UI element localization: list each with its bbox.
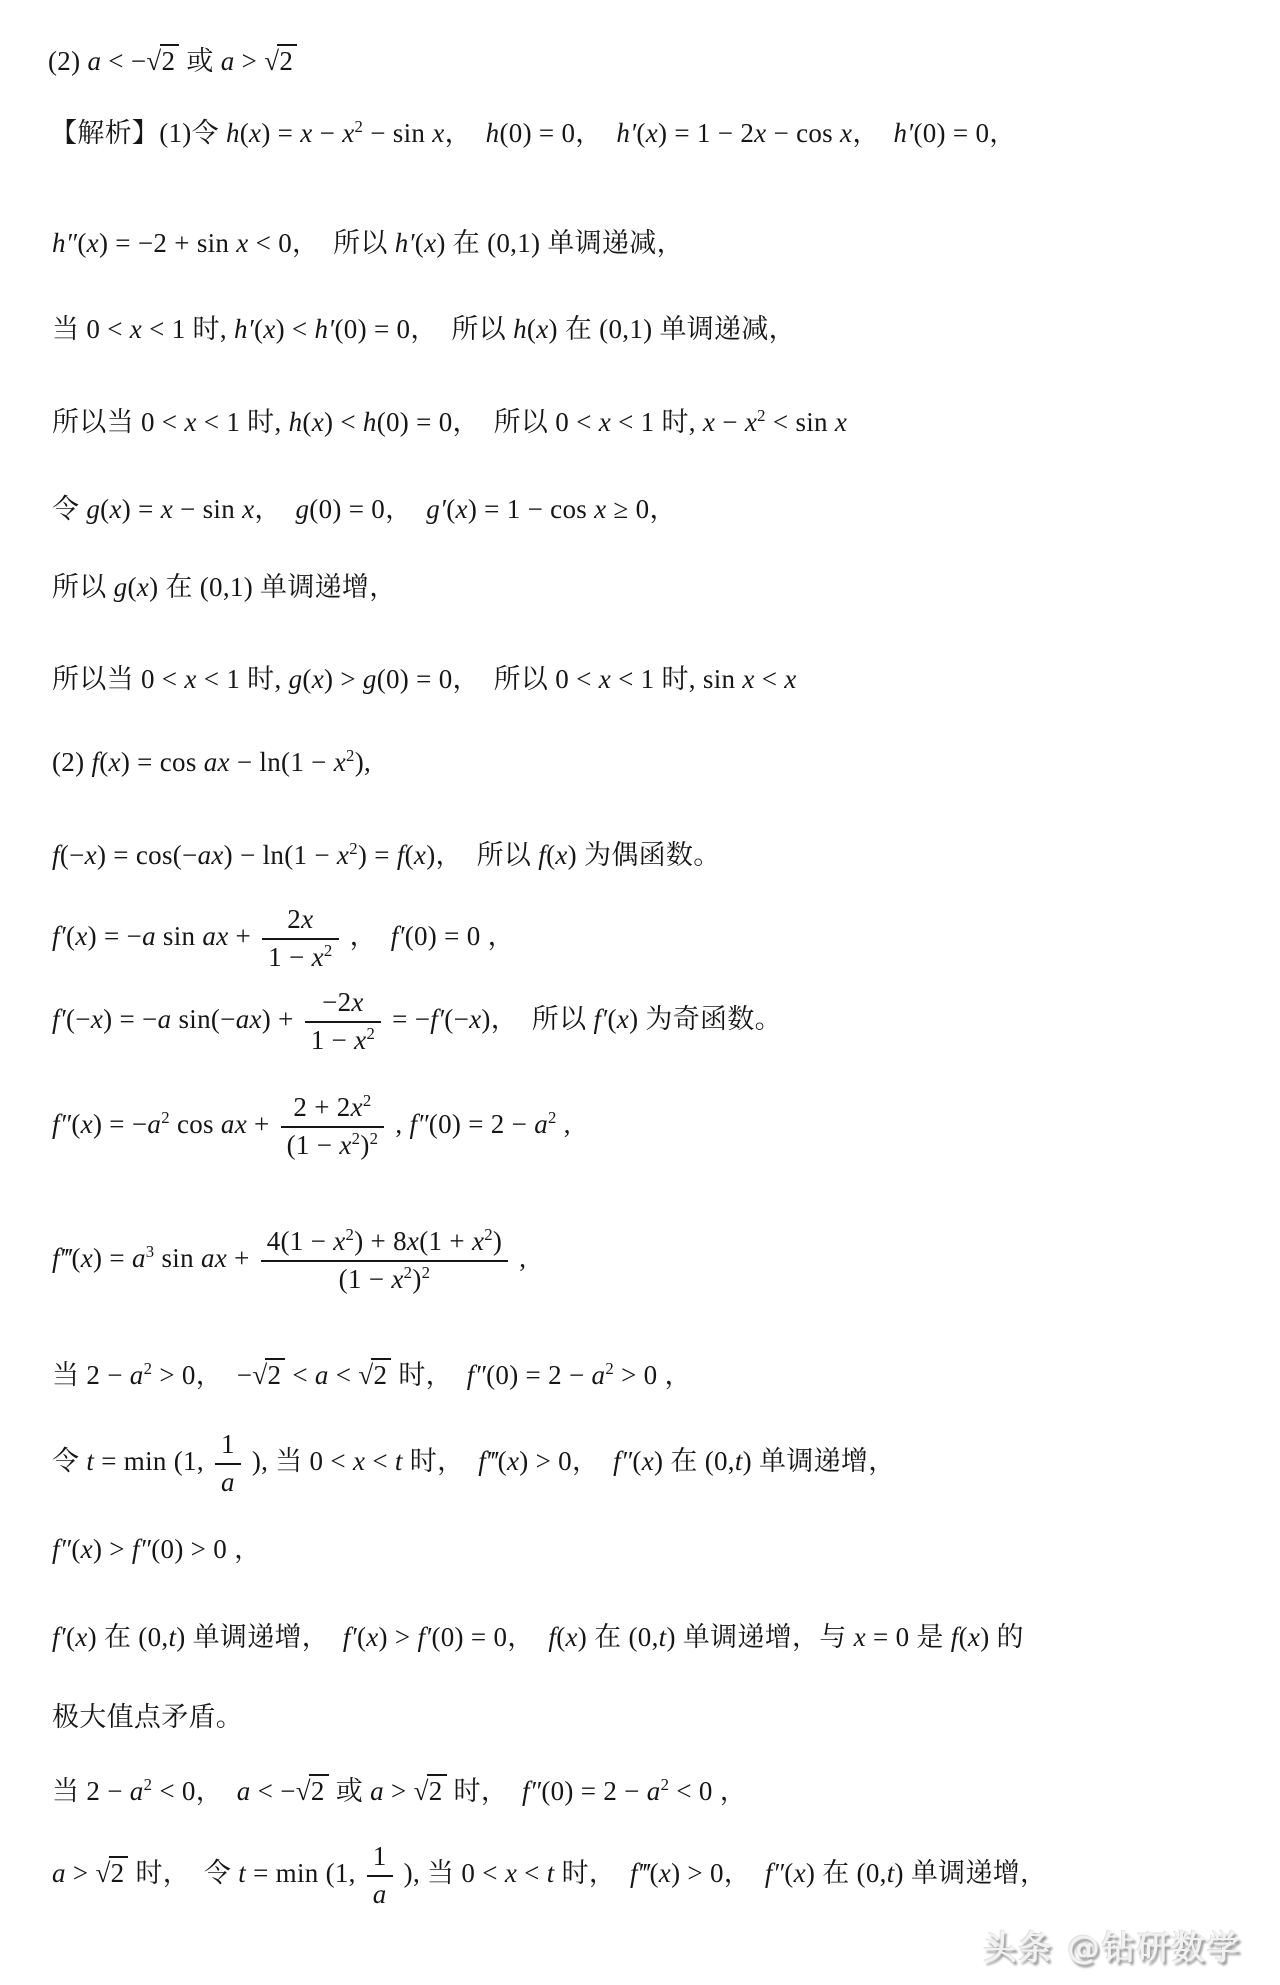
math-variable: a xyxy=(131,1242,146,1273)
math-line-1: (2) a < −√2 或 a > √2 xyxy=(48,44,297,79)
math-variable: x xyxy=(354,1024,367,1055)
math-variable: ax xyxy=(197,840,224,870)
radicand: 2 xyxy=(265,1358,285,1389)
math-line-18: f′(x) 在 (0,t) 单调递增， f′(x) > f′(0) = 0， f(x) 在 (0,t) 单调递增，与 x = 0 是 f(x) 的 xyxy=(52,1622,1024,1652)
math-variable: t xyxy=(394,1445,403,1476)
radical-sign-icon: √ xyxy=(95,1857,111,1888)
math-variable: h′ xyxy=(893,118,914,148)
math-superscript: 2 xyxy=(346,746,355,765)
math-line-13: $f''(x) = -a^2$ cos ax + $\frac{2 + 2x^2}{(1 - x^2)^2}$ , $f''(0) = 2 - a^2$ , xyxy=(52,1091,571,1160)
math-superscript: 3 xyxy=(145,1241,155,1261)
math-variable: x xyxy=(75,920,88,951)
math-variable: x xyxy=(311,941,324,972)
math-variable: f″ xyxy=(764,1857,785,1888)
math-variable: x xyxy=(793,1857,806,1888)
math-variable: x xyxy=(129,314,143,344)
math-superscript: 2 xyxy=(349,839,358,858)
radicand: 2 xyxy=(109,1856,129,1887)
math-variable: h xyxy=(362,407,377,437)
radical-sign-icon: √ xyxy=(146,46,162,76)
math-variable: f‴ xyxy=(52,1242,72,1273)
math-variable: x xyxy=(160,494,173,524)
math-variable: f″ xyxy=(52,1534,72,1564)
math-variable: x xyxy=(784,664,797,694)
math-variable: f″ xyxy=(466,1360,487,1390)
math-variable: x xyxy=(598,664,612,694)
math-variable: h xyxy=(485,118,500,148)
math-variable: h′ xyxy=(616,118,637,148)
watermark: 头条 @钻研数学 xyxy=(983,1928,1242,1967)
math-variable: x xyxy=(432,118,445,148)
math-line-20: 当 $2 - a^2 < 0$， a < −√2 或 a > √2 时， $f''(0) = 2 - a^2 < 0$ ， xyxy=(52,1774,747,1809)
math-superscript: 2 xyxy=(548,1107,557,1127)
math-variable: x xyxy=(311,407,324,437)
math-variable: x xyxy=(184,664,197,694)
math-variable: x xyxy=(350,1092,363,1122)
math-variable: x xyxy=(506,1445,520,1476)
math-variable: g xyxy=(295,494,310,524)
math-variable: g′ xyxy=(426,494,447,524)
math-variable: h″ xyxy=(52,228,78,258)
radical-sign-icon: √ xyxy=(295,1776,311,1806)
math-variable: f xyxy=(548,1622,557,1652)
math-radical xyxy=(414,1774,447,1809)
math-radical xyxy=(252,1358,285,1393)
math-variable: x xyxy=(658,1857,672,1888)
math-variable: x xyxy=(840,118,853,148)
math-superscript: 2 xyxy=(605,1359,615,1378)
math-variable: a xyxy=(370,1776,384,1806)
math-variable: x xyxy=(834,407,848,437)
math-superscript: 2 xyxy=(484,1225,493,1244)
math-superscript: 2 xyxy=(369,1128,379,1148)
math-variable: x xyxy=(594,494,607,524)
math-superscript: 2 xyxy=(366,1023,376,1043)
math-variable: x xyxy=(184,407,197,437)
math-variable: f xyxy=(950,1622,959,1652)
math-variable: x xyxy=(469,1003,482,1034)
math-variable: x xyxy=(342,118,355,148)
math-variable: x xyxy=(300,118,313,148)
math-variable: x xyxy=(90,1003,104,1034)
math-superscript: 2 xyxy=(362,1091,372,1110)
math-variable: f″ xyxy=(521,1776,542,1806)
math-variable: x xyxy=(352,1445,366,1476)
math-variable: f″ xyxy=(52,1108,72,1139)
math-superscript: 2 xyxy=(143,1775,153,1794)
math-variable: t xyxy=(168,1622,177,1652)
math-variable: x xyxy=(333,747,347,777)
math-radical xyxy=(358,1358,391,1393)
math-fraction: $\frac{1}{a}$ xyxy=(367,1842,393,1909)
math-line-7: 所以 g(x) 在 (0,1) 单调递增， xyxy=(52,572,397,602)
math-variable: x xyxy=(336,840,350,870)
math-variable: f″ xyxy=(409,1108,429,1139)
math-variable: h xyxy=(225,118,240,148)
math-variable: f‴ xyxy=(478,1445,498,1476)
math-variable: x xyxy=(391,1263,404,1294)
math-variable: x xyxy=(80,1108,93,1139)
math-variable: ax xyxy=(203,747,230,777)
math-variable: x xyxy=(702,407,716,437)
math-variable: f xyxy=(52,840,60,870)
math-variable: x xyxy=(744,407,758,437)
math-variable: ax xyxy=(220,1108,247,1139)
math-line-14: f‴(x) = $a^3$ sin ax + $\frac{4(1 - x^2) + 8x(1 + x^2)}{(1 - x^2)^2}$ , xyxy=(52,1225,527,1294)
math-variable: x xyxy=(263,314,276,344)
math-superscript: 2 xyxy=(354,117,364,136)
math-variable: x xyxy=(80,1242,94,1273)
math-line-2: 【解析】(1)令 $h(x) = x - x^2 - \sin x$， h(0) = 0， h′(x) = 1 − 2x − cos x， h′(0) = 0， xyxy=(50,117,1017,148)
math-variable: x xyxy=(301,904,314,934)
math-line-8: 所以当 0 < x < 1 时, g(x) > g(0) = 0， 所以 0 < x < 1 时, sin x < x xyxy=(52,664,797,694)
math-variable: a xyxy=(314,1360,329,1390)
math-superscript: 2 xyxy=(143,1359,153,1378)
math-variable: a xyxy=(87,46,102,76)
math-variable: x xyxy=(754,118,767,148)
math-fraction: $\frac{1}{a}$ xyxy=(215,1430,241,1497)
math-variable: f′ xyxy=(342,1622,357,1652)
radicand: 2 xyxy=(277,44,297,75)
math-variable: a xyxy=(236,1776,251,1806)
math-variable: f′ xyxy=(417,1622,432,1652)
math-variable: a xyxy=(646,1776,661,1806)
math-variable: x xyxy=(641,1445,655,1476)
math-variable: h′ xyxy=(233,314,254,344)
math-superscript: 2 xyxy=(323,940,333,960)
math-variable: x xyxy=(555,840,568,870)
radicand: 2 xyxy=(309,1774,329,1805)
math-variable: x xyxy=(109,494,122,524)
math-variable: x xyxy=(351,987,364,1017)
math-radical xyxy=(264,44,297,79)
math-variable: x xyxy=(366,1622,379,1652)
math-line-16: 令 t = min (1, $\frac{1}{a}$ ), 当 0 < x < t 时， f‴(x) > 0， f″(x) 在 (0,t) 单调递增， xyxy=(52,1429,896,1497)
math-variable: t xyxy=(86,1445,95,1476)
math-variable: x xyxy=(616,1003,630,1034)
radical-sign-icon: √ xyxy=(413,1776,429,1806)
math-variable: x xyxy=(84,840,97,870)
math-variable: x xyxy=(333,1226,346,1256)
math-variable: x xyxy=(311,664,324,694)
math-superscript: 2 xyxy=(351,1128,361,1148)
radicand: 2 xyxy=(160,44,180,75)
math-variable: x xyxy=(136,572,150,602)
math-fraction: $\frac{4(1 - x^2) + 8x(1 + x^2)}{(1 - x^2)^2}$ xyxy=(261,1227,509,1294)
math-variable: a xyxy=(129,1360,144,1390)
math-variable: x xyxy=(504,1857,518,1888)
math-variable: x xyxy=(86,228,99,258)
math-variable: f xyxy=(538,840,547,870)
math-variable: g xyxy=(288,664,303,694)
math-variable: a xyxy=(147,1108,162,1139)
math-line-17: f″(x) > f″(0) > 0 ， xyxy=(52,1534,262,1564)
math-variable: f″ xyxy=(131,1534,152,1564)
math-variable: a xyxy=(142,920,156,951)
math-variable: x xyxy=(967,1622,981,1652)
math-superscript: 2 xyxy=(345,1225,355,1244)
math-variable: x xyxy=(645,118,659,148)
math-variable: h xyxy=(513,314,527,344)
math-line-3: h″(x) = −2 + sin x < 0， 所以 h′(x) 在 (0,1) 单调递减， xyxy=(52,228,684,258)
math-variable: a xyxy=(129,1776,144,1806)
math-variable: x xyxy=(853,1622,866,1652)
math-variable: f′ xyxy=(52,1003,67,1034)
math-superscript: 2 xyxy=(660,1775,670,1794)
math-variable: x xyxy=(108,747,121,777)
math-superscript: 2 xyxy=(161,1107,170,1127)
math-variable: x xyxy=(413,840,427,870)
math-variable: x xyxy=(565,1622,578,1652)
math-line-12: f′(−x) = −a sin(−ax) + $\frac{-2x}{1 - x^2}$ = −f′(−x)， 所以 f′(x) 为奇函数。 xyxy=(52,987,782,1055)
math-radical xyxy=(146,44,179,79)
math-variable: x xyxy=(236,228,249,258)
radical-sign-icon: √ xyxy=(252,1360,268,1390)
math-variable: t xyxy=(886,1857,895,1888)
math-line-21: a > √2 时， 令 t = min (1, $\frac{1}{a}$ ), 当 0 < x < t 时， f‴(x) > 0， f″(x) 在 (0,t) 单调递增， xyxy=(52,1841,1048,1909)
math-line-9: (2) f(x) = cos ax − $\ln(1 - x^2)$, xyxy=(52,746,372,777)
math-variable: f′ xyxy=(52,920,67,951)
math-variable: x xyxy=(80,1534,93,1564)
radicand: 2 xyxy=(371,1358,391,1389)
math-variable: x xyxy=(424,228,437,258)
math-fraction: $\frac{2x}{1 - x^2}$ xyxy=(262,905,338,972)
radical-sign-icon: √ xyxy=(264,46,280,76)
math-variable: h′ xyxy=(394,228,415,258)
math-variable: g xyxy=(362,664,377,694)
math-variable: f′ xyxy=(52,1622,67,1652)
math-variable: a xyxy=(220,1466,235,1497)
math-variable: h xyxy=(288,407,303,437)
math-variable: f′ xyxy=(593,1003,608,1034)
math-line-10: $f(-x) = \cos(-ax) - \ln(1 - x^2) = f(x)$， 所以 f(x) 为偶函数。 xyxy=(52,839,721,870)
math-variable: x xyxy=(742,664,755,694)
math-line-5: 所以当 0 < x < 1 时, h(x) < h(0) = 0， 所以 0 < x < 1 时, $x - x^2 < \sin x$ xyxy=(52,406,848,437)
radical-sign-icon: √ xyxy=(358,1360,374,1390)
math-radical xyxy=(95,1856,128,1891)
math-variable: ax xyxy=(202,920,229,951)
math-variable: f″ xyxy=(613,1445,633,1476)
math-variable: a xyxy=(220,46,235,76)
math-variable: x xyxy=(471,1226,485,1256)
math-superscript: 2 xyxy=(403,1262,413,1282)
math-variable: x xyxy=(536,314,549,344)
math-fraction: $\frac{-2x}{1 - x^2}$ xyxy=(305,988,381,1055)
math-line-19: 极大值点矛盾。 xyxy=(52,1702,244,1732)
math-variable: a xyxy=(157,1003,172,1034)
math-radical xyxy=(296,1774,329,1809)
math-fraction: $\frac{2 + 2x^2}{(1 - x^2)^2}$ xyxy=(281,1093,385,1160)
math-variable: g xyxy=(86,494,101,524)
math-variable: a xyxy=(534,1108,549,1139)
math-variable: g xyxy=(113,572,128,602)
math-variable: x xyxy=(339,1129,352,1160)
math-variable: ax xyxy=(235,1003,262,1034)
math-variable: t xyxy=(546,1857,555,1888)
math-variable: t xyxy=(734,1445,743,1476)
math-variable: t xyxy=(658,1622,667,1652)
math-variable: ax xyxy=(200,1242,228,1273)
radicand: 2 xyxy=(427,1774,447,1805)
math-variable: a xyxy=(372,1878,387,1909)
math-variable: a xyxy=(591,1360,606,1390)
math-variable: x xyxy=(406,1226,420,1256)
math-variable: x xyxy=(75,1622,88,1652)
math-variable: x xyxy=(249,118,262,148)
math-variable: x xyxy=(598,407,612,437)
math-variable: t xyxy=(238,1857,247,1888)
math-variable: f xyxy=(396,840,405,870)
math-variable: f′ xyxy=(390,920,405,951)
math-superscript: 2 xyxy=(757,406,766,425)
math-line-6: 令 g(x) = x − sin x， g(0) = 0， g′(x) = 1 − cos x ≥ 0， xyxy=(52,494,677,524)
math-line-4: 当 0 < x < 1 时, h′(x) < h′(0) = 0， 所以 h(x) 在 (0,1) 单调递减， xyxy=(52,314,796,344)
math-variable: a xyxy=(52,1857,66,1888)
math-variable: f xyxy=(91,747,100,777)
math-variable: h′ xyxy=(314,314,335,344)
math-superscript: 2 xyxy=(421,1262,431,1282)
math-variable: f‴ xyxy=(630,1857,650,1888)
math-variable: f′ xyxy=(430,1003,445,1034)
math-variable: x xyxy=(455,494,468,524)
math-variable: x xyxy=(242,494,255,524)
math-line-15: 当 $2 - a^2 > 0$， −√2 < a < √2 时， $f''(0) = 2 - a^2 > 0$ ， xyxy=(52,1358,692,1393)
math-line-11: f′(x) = −a sin ax + $\frac{2x}{1 - x^2}$ ， f′(0) = 0 ， xyxy=(52,904,515,972)
